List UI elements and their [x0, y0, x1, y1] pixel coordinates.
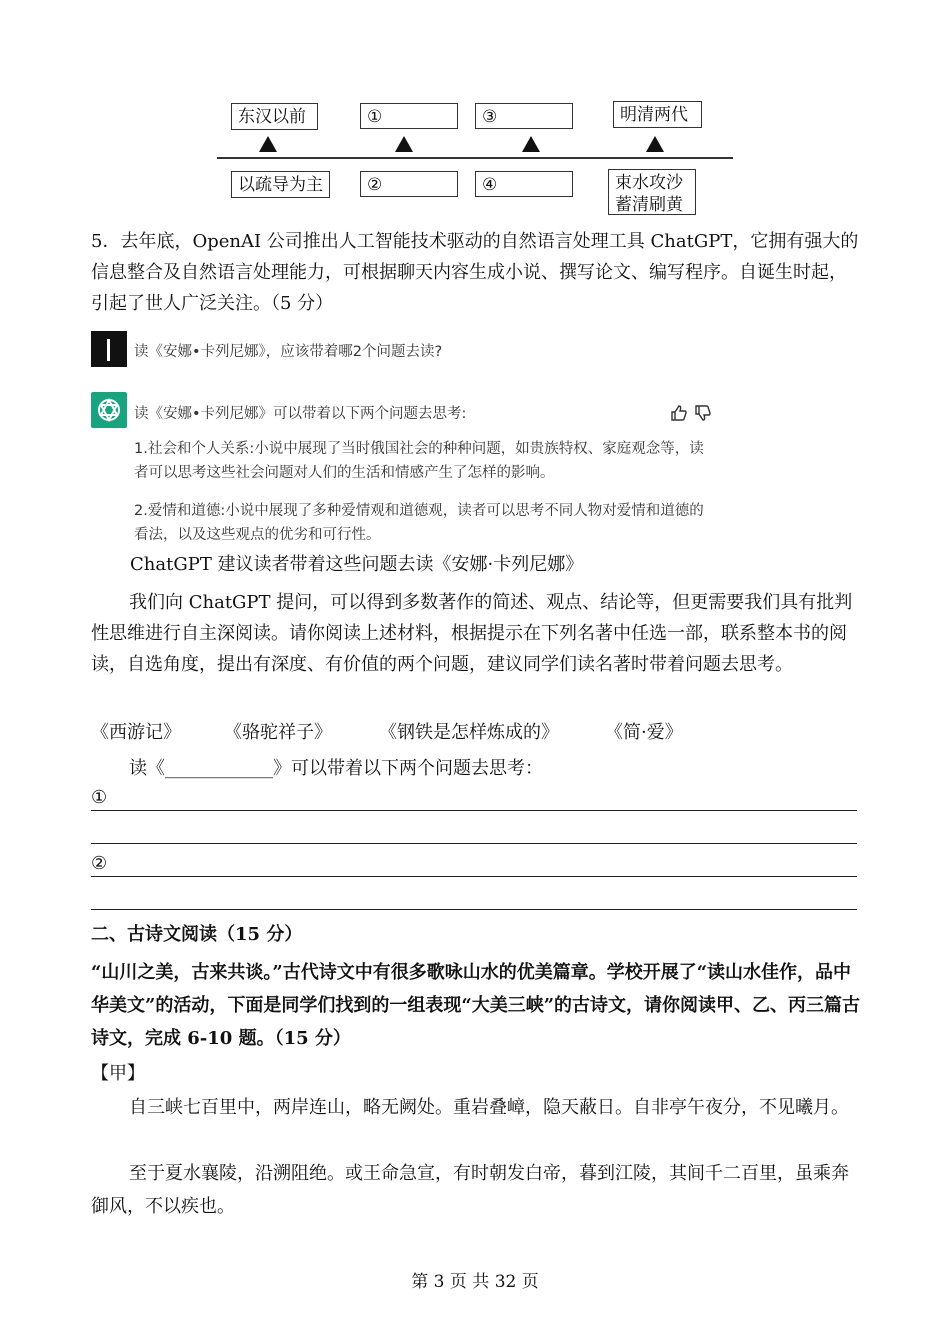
- timeline-box-top-4: 明清两代: [613, 101, 702, 128]
- book-option: 《简·爱》: [605, 722, 683, 743]
- answer-line-2[interactable]: [91, 848, 857, 877]
- answer-number-2: ②: [91, 853, 108, 874]
- answer-line-1[interactable]: [91, 782, 857, 811]
- timeline-box-bottom-3: ④: [475, 171, 573, 197]
- user-avatar: [91, 331, 127, 367]
- chatgpt-logo-icon: [91, 392, 127, 428]
- passage-jia-para-1: 自三峡七百里中，两岸连山，略无阙处。重岩叠嶂，隐天蔽日。自非亭午夜分，不见曦月。: [129, 1097, 849, 1118]
- up-arrow-icon: [259, 136, 277, 152]
- bot-point-1: 1.社会和个人关系:小说中展现了当时俄国社会的种种问题，如贵族特权、家庭观念等，读者可以思考这些社会问题对人们的生活和情感产生了怎样的影响。: [134, 441, 704, 481]
- question-5-task: 我们向 ChatGPT 提问，可以得到多数著作的简述、观点、结论等，但更需要我们具有批判性思维进行自主深阅读。请你阅读上述材料，根据提示在下列名著中任选一部，联系整本书的阅读，自选角度，提出有深度、有价值的两个问题，建议同学们读名著时带着问题去思考。: [91, 592, 853, 675]
- timeline-box-top-2: ①: [360, 103, 458, 129]
- section-2-heading: 二、古诗文阅读（15 分）: [91, 924, 303, 945]
- answer-line-1-cont[interactable]: [91, 815, 857, 844]
- timeline-box-top-3: ③: [475, 103, 573, 129]
- book-option: 《钢铁是怎样炼成的》: [379, 722, 559, 743]
- timeline-box-bottom-1: 以疏导为主: [231, 171, 330, 198]
- chat-summary: ChatGPT 建议读者带着这些问题去读《安娜·卡列尼娜》: [130, 554, 584, 575]
- question-5-intro: 5．去年底，OpenAI 公司推出人工智能技术驱动的自然语言处理工具 ChatGPT，它拥有强大的信息整合及自然语言处理能力，可根据聊天内容生成小说、撰写论文、编写程序。自诞生时起，引起了世人广泛关注。（5 分）: [91, 231, 859, 314]
- timeline-box-bottom-4: 束水攻沙 蓄清刷黄: [608, 169, 696, 215]
- timeline-box-top-1: 东汉以前: [231, 103, 318, 130]
- answer-line-2-cont[interactable]: [91, 881, 857, 910]
- up-arrow-icon: [395, 136, 413, 152]
- up-arrow-icon: [522, 136, 540, 152]
- book-option: 《骆驼祥子》: [224, 722, 332, 743]
- prompt-prefix: 读《: [129, 758, 165, 779]
- answer-prompt: [129, 756, 543, 782]
- timeline-box-bottom-2: ②: [360, 171, 458, 197]
- thumbs-down-icon[interactable]: [694, 404, 712, 426]
- answer-number-1: ①: [91, 787, 108, 808]
- bot-intro: 读《安娜•卡列尼娜》可以带着以下两个问题去思考:: [134, 406, 467, 422]
- timeline-axis: [217, 157, 733, 159]
- user-message: 读《安娜•卡列尼娜》，应该带着哪2个问题去读?: [134, 344, 443, 360]
- thumbs-up-icon[interactable]: [670, 404, 688, 426]
- page-number: 第 3 页 共 32 页: [411, 1272, 539, 1292]
- passage-jia-para-2: 至于夏水襄陵，沿溯阻绝。或王命急宣，有时朝发白帝，暮到江陵，其间千二百里，虽乘奔御风，不以疾也。: [91, 1163, 849, 1217]
- book-title-blank[interactable]: ____________: [165, 758, 273, 779]
- up-arrow-icon: [646, 136, 664, 152]
- prompt-suffix: 》可以带着以下两个问题去思考：: [273, 758, 543, 779]
- book-option: 《西游记》: [91, 722, 181, 743]
- section-2-intro: “山川之美，古来共谈。”古代诗文中有很多歌咏山水的优美篇章。学校开展了“读山水佳作，品中华美文”的活动，下面是同学们找到的一组表现“大美三峡”的古诗文，请你阅读甲、乙、丙三篇古诗文，完成 6-10 题。（15 分）: [91, 962, 861, 1049]
- bot-point-2: 2.爱情和道德:小说中展现了多种爱情观和道德观，读者可以思考不同人物对爱情和道德的看法，以及这些观点的优劣和可行性。: [134, 503, 704, 543]
- passage-label-jia: 【甲】: [91, 1063, 145, 1084]
